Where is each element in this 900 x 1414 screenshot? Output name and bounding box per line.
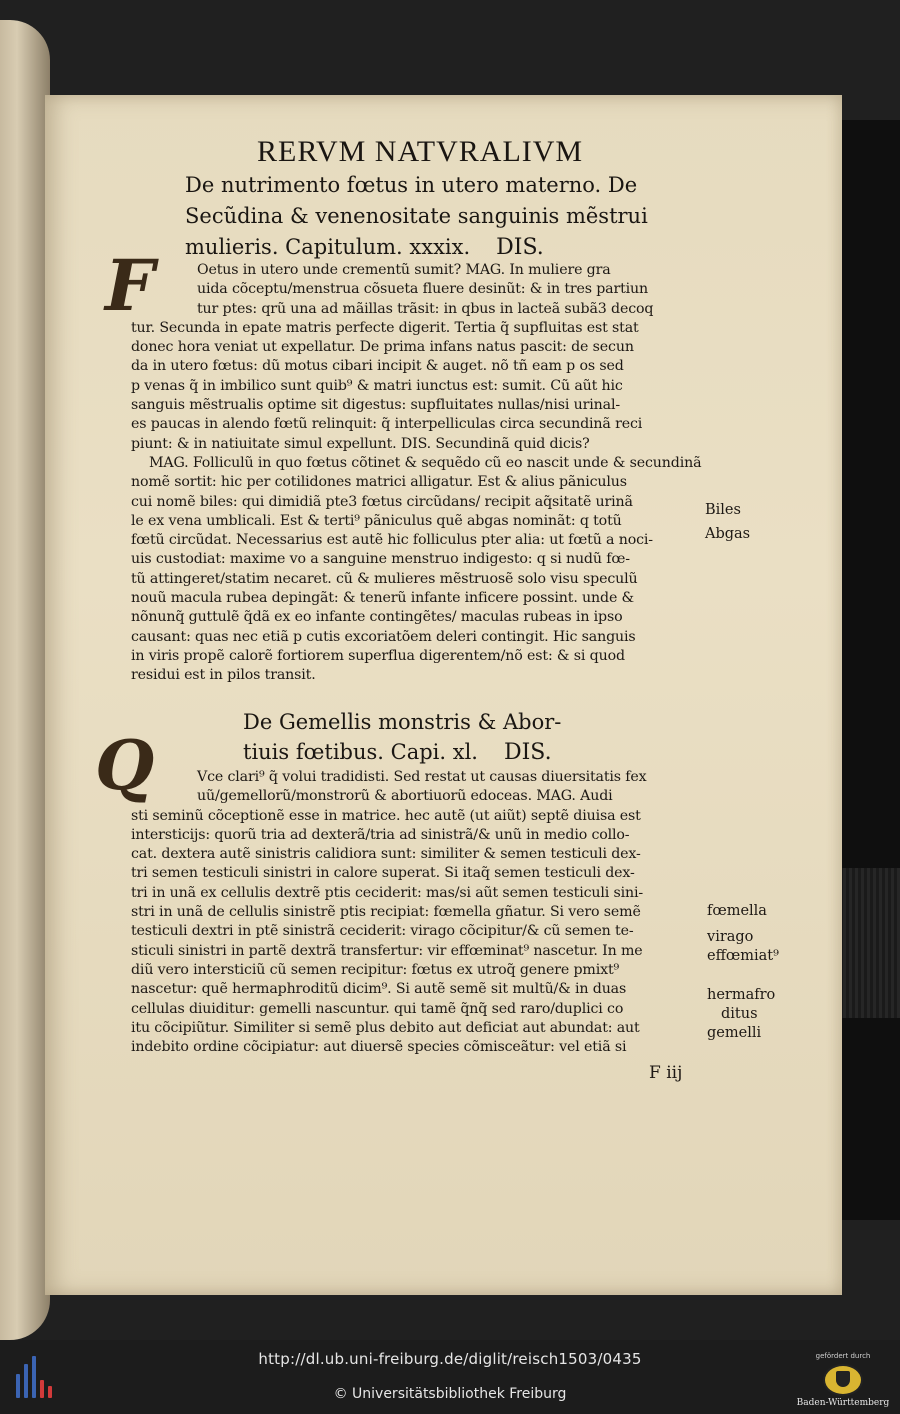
bookmark-ribbon — [840, 868, 900, 1018]
chapter-40-body — [131, 768, 771, 1057]
text-line: fœtũ circũdat. Necessarius est autẽ hic folliculus pter alia: ut fœtũ a noci- — [131, 532, 653, 549]
text-line: sti seminũ cõceptionẽ esse in matrice. hec autẽ (ut aiũt) septẽ diuisa est — [131, 807, 641, 824]
text-line: piunt: & in natiuitate simul expellunt. DIS. Secundinã quid dicis? — [131, 435, 590, 452]
state-emblem-icon — [823, 1364, 863, 1396]
book-page — [45, 95, 842, 1295]
chapter-39-title — [185, 170, 665, 263]
text-line: da in utero fœtus: dũ motus cibari incipit & auget. nõ tñ eam p os sed — [131, 358, 624, 375]
left-page-edge — [0, 20, 50, 1340]
text-line: nõnunq̃ guttulẽ q̃dã ex eo infante contingẽtes/ maculas rubeas in ipso — [131, 609, 623, 626]
text-line: tur ptes: qrũ una ad mãillas trãsit: in qbus in lacteã subã3 decoq — [197, 300, 654, 317]
text-line: Vce clari⁹ q̃ volui tradidisti. Sed restat ut causas diuersitatis fex — [197, 769, 647, 785]
margin-note-abgas: Abgas — [705, 526, 751, 542]
text-line: MAG. Folliculũ in quo fœtus cõtinet & sequẽdo cũ eo nascit unde & secundinã — [149, 454, 702, 471]
decorated-initial-f: F — [105, 244, 155, 327]
title-line: De Gemellis monstris & Abor- — [243, 710, 562, 734]
chapter-39-body — [131, 261, 771, 686]
margin-note-foemella: fœmella — [707, 903, 767, 919]
text-line: residui est in pilos transit. — [131, 667, 316, 684]
title-line: mulieris. Capitulum. xxxix. DIS. — [185, 235, 544, 260]
text-line: intersticijs: quorũ tria ad dexterã/tria ad sinistrã/& unũ in medio collo- — [131, 826, 630, 843]
text-line: p venas q̃ in imbilico sunt quib⁹ & matri iunctus est: sumit. Cũ aũt hic — [131, 377, 623, 394]
decorated-initial-q: Q — [95, 726, 155, 806]
text-line: uis custodiat: maxime vo a sanguine menstruo indigesto: q si nudũ fœ- — [131, 551, 630, 568]
text-line: cui nomẽ biles: qui dimidiã pte3 fœtus circũdans/ recipit aq̃sitatẽ urinã — [131, 493, 633, 510]
text-line: tur. Secunda in epate matris perfecte digerit. Tertia q̃ supfluitas est stat — [131, 319, 639, 336]
text-line: testiculi dextri in ptẽ sinistrã ceciderit: virago cõcipitur/& cũ semen te- — [131, 923, 634, 940]
text-line: sticuli sinistri in partẽ dextrã transfertur: vir effœminat⁹ nascetur. In me — [131, 942, 643, 959]
text-line: tri in unã ex cellulis dextrẽ ptis ceciderit: mas/si aũt semen testiculi sini- — [131, 884, 644, 901]
margin-note-virago: virago — [707, 929, 754, 945]
title-line: tiuis fœtibus. Capi. xl. DIS. — [243, 740, 552, 765]
text-line: uida cõceptu/menstrua cõsueta fluere desinũt: & in tres partiun — [197, 281, 649, 298]
text-line: diũ vero intersticiũ cũ semen recipitur: fœtus ex utroq̃ genere pmixt⁹ — [131, 961, 620, 978]
chapter-40-title — [243, 707, 663, 768]
text-line: tũ attingeret/statim necaret. cũ & mulieres mẽstruosẽ solo visu speculũ — [131, 570, 638, 587]
text-line: cellulas diuiditur: gemelli nascuntur. qui tamẽ q̃nq̃ sed raro/duplici co — [131, 1000, 624, 1017]
text-line: tri semen testiculi sinistri in calore superat. Si itaq̃ semen testiculi dex- — [131, 865, 635, 882]
title-line: De nutrimento fœtus in utero materno. De — [185, 173, 638, 197]
permalink-url[interactable]: http://dl.ub.uni-freiburg.de/diglit/reisch1503/0435 — [258, 1350, 642, 1368]
text-line: cat. dextera autẽ sinistris calidiora sunt: similiter & semen testiculi dex- — [131, 846, 641, 863]
text-line: stri in unã de cellulis sinistrẽ ptis recipiat: fœmella gñatur. Si vero semẽ — [131, 904, 641, 921]
text-line: causant: quas nec etiã p cutis excoriatõem deleri contingit. Hic sanguis — [131, 628, 636, 645]
sponsor-block — [790, 1352, 896, 1408]
text-line: itu cõcipiũtur. Similiter si semẽ plus debito aut deficiat aut abundat: aut — [131, 1019, 640, 1036]
signature-mark: F iij — [649, 1063, 683, 1083]
margin-note-ditus: ditus — [721, 1006, 758, 1022]
text-line: indebito ordine cõcipiatur: aut diuersẽ species cõmisceãtur: vel etiã si — [131, 1039, 627, 1056]
sponsor-name: Baden-Württemberg — [796, 1398, 890, 1408]
text-line: donec hora veniat ut expellatur. De prima infans natus pascit: de secun — [131, 339, 634, 356]
text-line: nomẽ sortit: hic per cotilidones matrici alligatur. Est & alius pãniculus — [131, 474, 627, 491]
speaker-label: DIS. — [496, 235, 544, 260]
copyright-notice: © Universitätsbibliothek Freiburg — [333, 1386, 567, 1402]
text-line: in viris propẽ calorẽ fortiorem superflua digerentem/nõ est: & si quod — [131, 647, 625, 664]
margin-note-biles: Biles — [705, 502, 741, 518]
speaker-label: DIS. — [503, 740, 552, 765]
title-line: Secũdina & venenositate sanguinis mẽstrui — [185, 204, 648, 228]
text-line: le ex vena umblicali. Est & terti⁹ pãniculus quẽ abgas nominãt: q totũ — [131, 512, 622, 529]
margin-note-effoemiat: effœmiat⁹ — [707, 948, 779, 964]
text-line: uũ/gemellorũ/monstrorũ & abortiuorũ edoceas. MAG. Audi — [197, 788, 613, 805]
background-cloth — [840, 120, 900, 1220]
sponsor-label: gefördert durch — [815, 1352, 871, 1360]
text-line: sanguis mẽstrualis optime sit digestus: supfluitates nullas/nisi urinal- — [131, 397, 621, 414]
running-head: RERVM NATVRALIVM — [257, 135, 584, 168]
viewer-footer — [0, 1340, 900, 1414]
margin-note-gemelli: gemelli — [707, 1025, 762, 1041]
text-line: es paucas in alendo fœtũ relinquit: q̃ interpelliculas circa secundinã reci — [131, 416, 643, 433]
text-line: Oetus in utero unde crementũ sumit? MAG. In muliere gra — [197, 262, 611, 278]
text-line: nascetur: quẽ hermaphroditũ dicim⁹. Si autẽ semẽ sit multũ/& in duas — [131, 981, 627, 998]
text-line: nouũ macula rubea depingãt: & tenerũ infante inficere possint. unde & — [131, 590, 635, 607]
margin-note-hermafro: hermafro — [707, 987, 776, 1003]
